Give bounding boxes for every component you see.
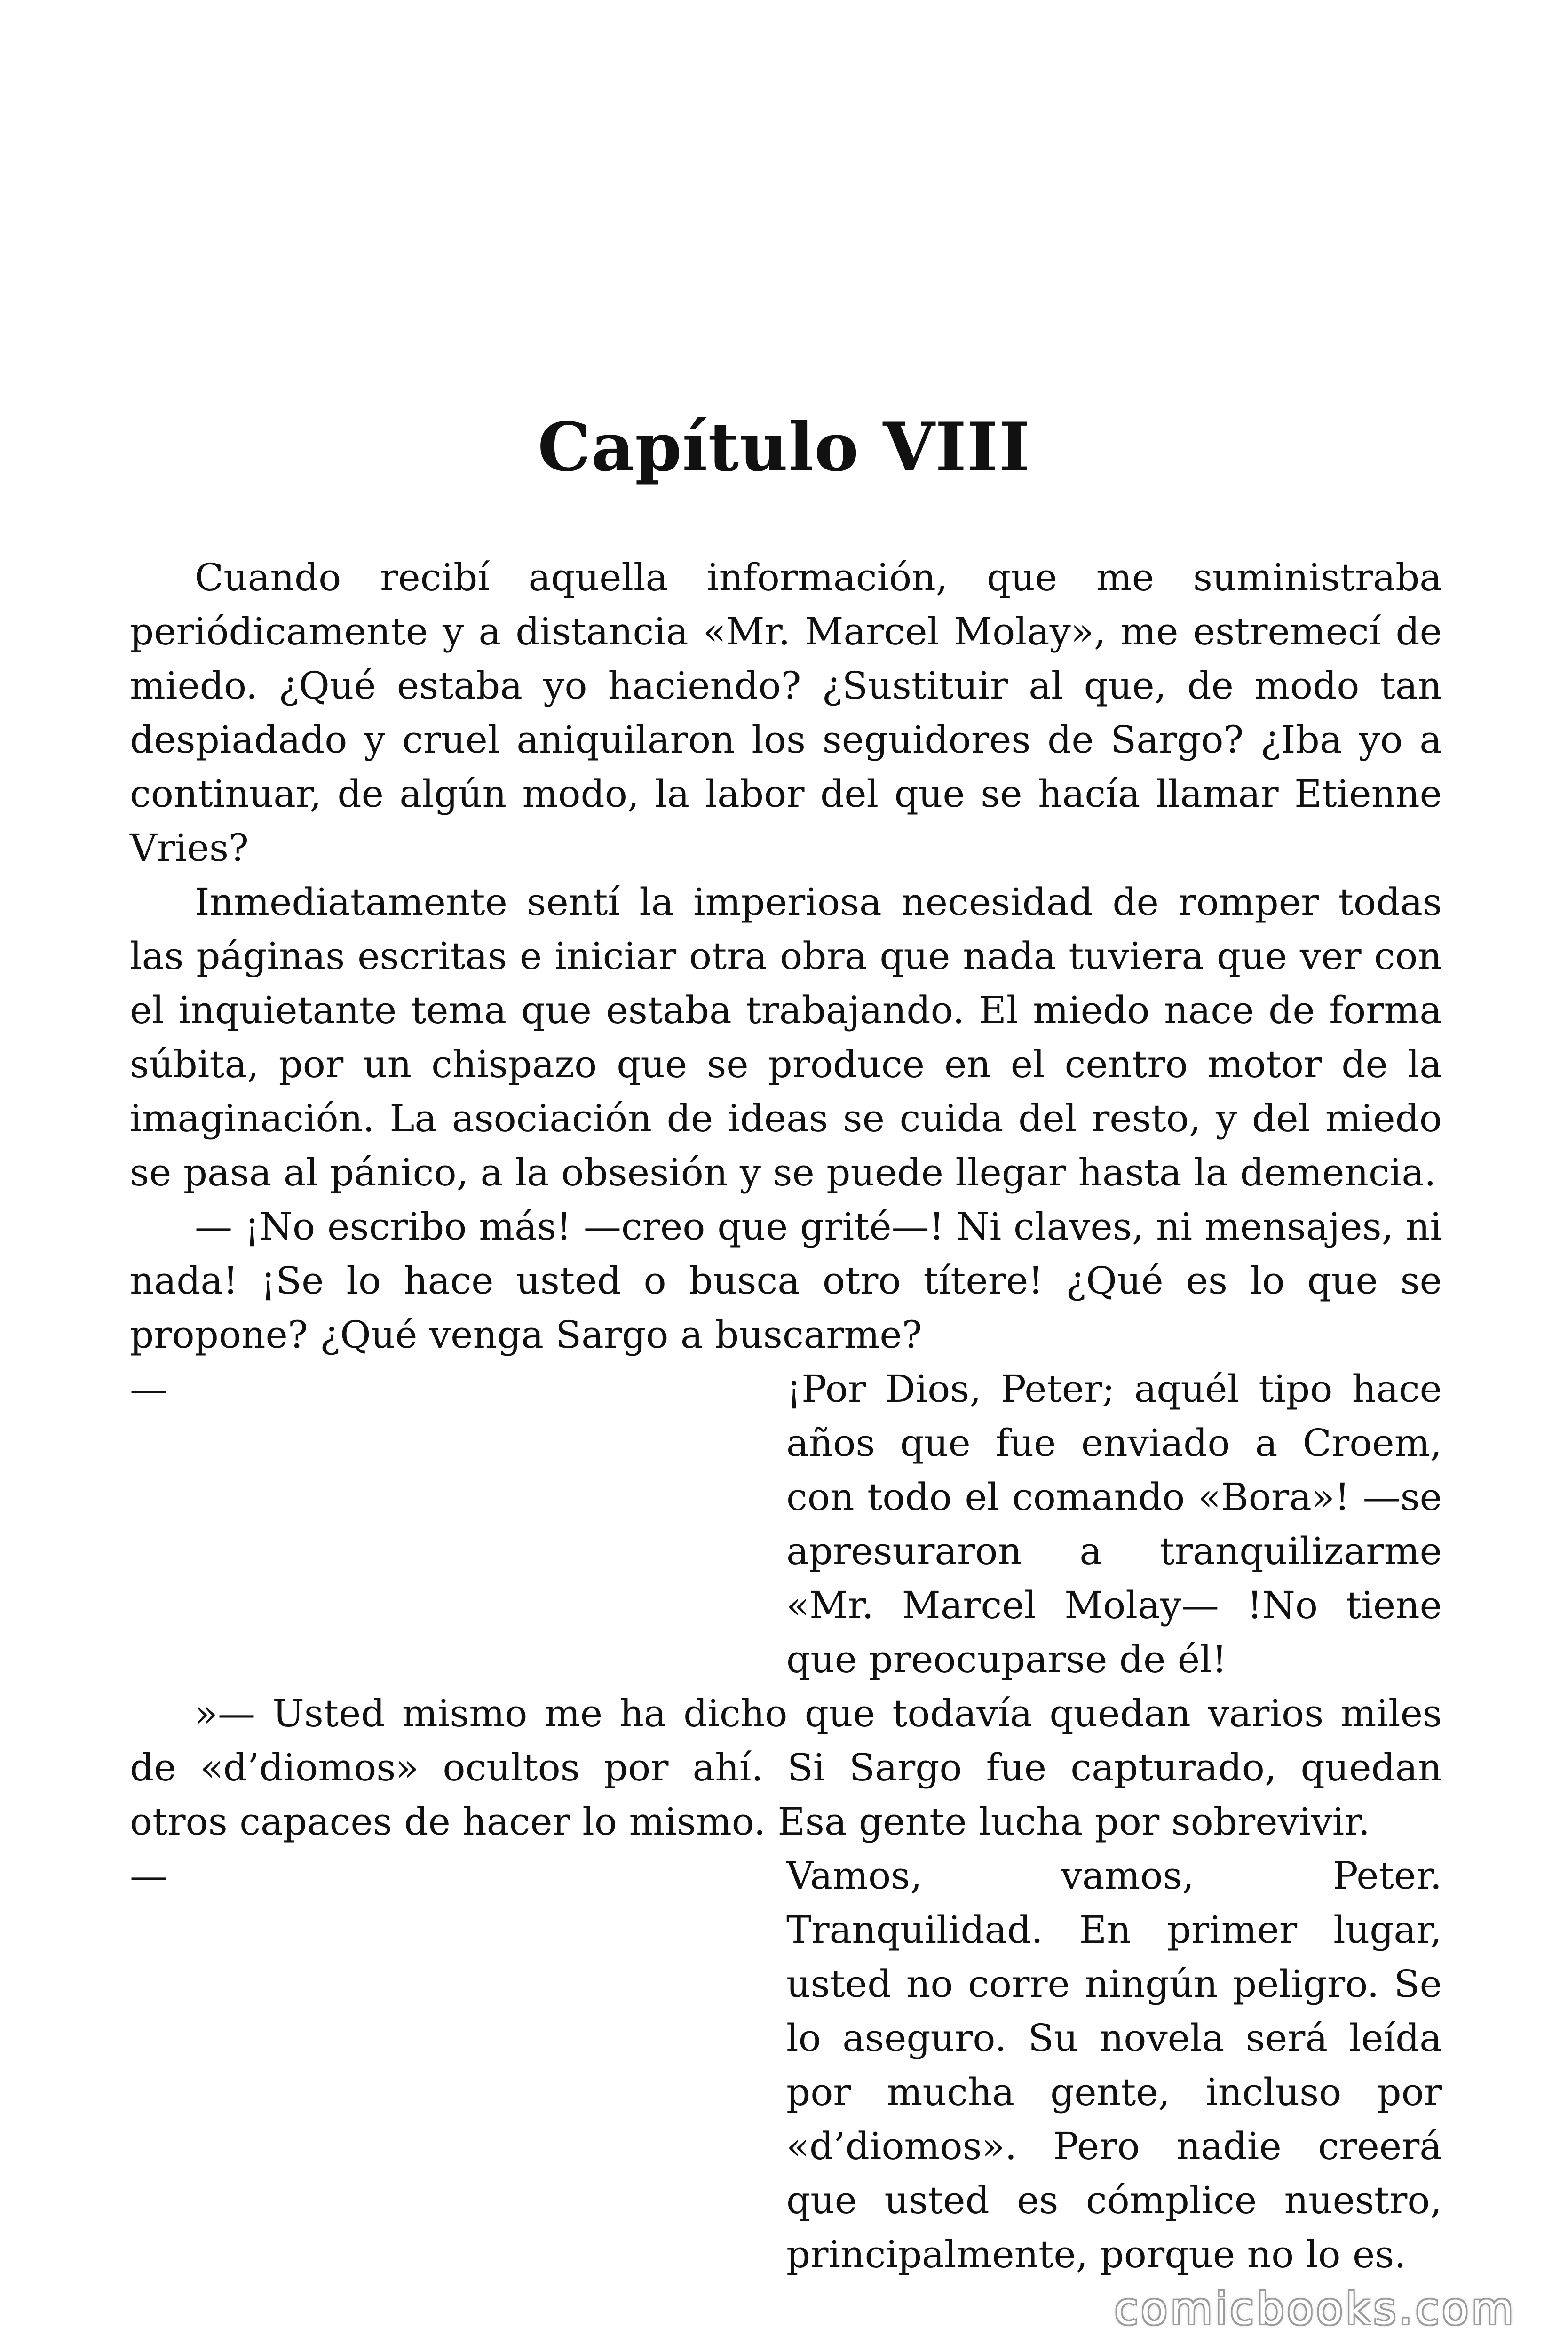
dialog-dash: — [130,1367,167,1411]
paragraph: Inmediatamente sentí la imperiosa necesidad de romper todas las páginas escritas e iniciar otra obra que nada tuviera que ver con el inquietante tema que estaba trabajando. El miedo nace de forma súbita, por un chispazo que se produce en el centro motor de la imaginación. La asociación de ideas se cuida del resto, y del miedo se pasa al pánico, a la obsesión y se puede llegar hasta la demencia. [130,880,1442,1194]
paragraph: Cuando recibí aquella información, que me suministraba periódicamente y a distancia «Mr. Marcel Molay», me estremecí de miedo. ¿Qué estaba yo haciendo? ¿Sustituir al que, de modo tan despiadado y cruel aniquilaron los seguidores de Sargo? ¿Iba yo a continuar, de algún modo, la labor del que se hacía llamar Etienne Vries? [130,556,1442,870]
dialog-dash: — [130,1854,167,1898]
dialog-block [130,1849,1442,2281]
paragraph: »— Usted mismo me ha dicho que todavía quedan varios miles de «d’diomos» ocultos por ahí. Si Sargo fue capturado, quedan otros capaces de hacer lo mismo. Esa gente lucha por sobrevivir. [130,1692,1442,1843]
dialog-block [130,1362,1442,1686]
watermark: comicbooks.com [1114,2284,1516,2334]
paragraph: — ¡No escribo más! —creo que grité—! Ni claves, ni mensajes, ni nada! ¡Se lo hace usted o busca otro títere! ¿Qué es lo que se propone? ¿Qué venga Sargo a buscarme? [130,1205,1442,1357]
chapter-title: Capítulo VIII [538,408,1030,486]
dialog-text: Vamos, vamos, Peter. Tranquilidad. En primer lugar, usted no corre ningún peligro. Se lo aseguro. Su novela será leída por mucha gente, incluso por «d’diomos». Pero nadie creerá que usted es cómplice nuestro, principalmente, porque no lo es. [786,1854,1442,2276]
chapter-body [130,550,1442,2281]
dialog-text: ¡Por Dios, Peter; aquél tipo hace años que fue enviado a Croem, con todo el comando «Bora»! —se apresuraron a tranquilizarme «Mr. Marcel Molay— !No tiene que preocuparse de él! [786,1367,1442,1681]
